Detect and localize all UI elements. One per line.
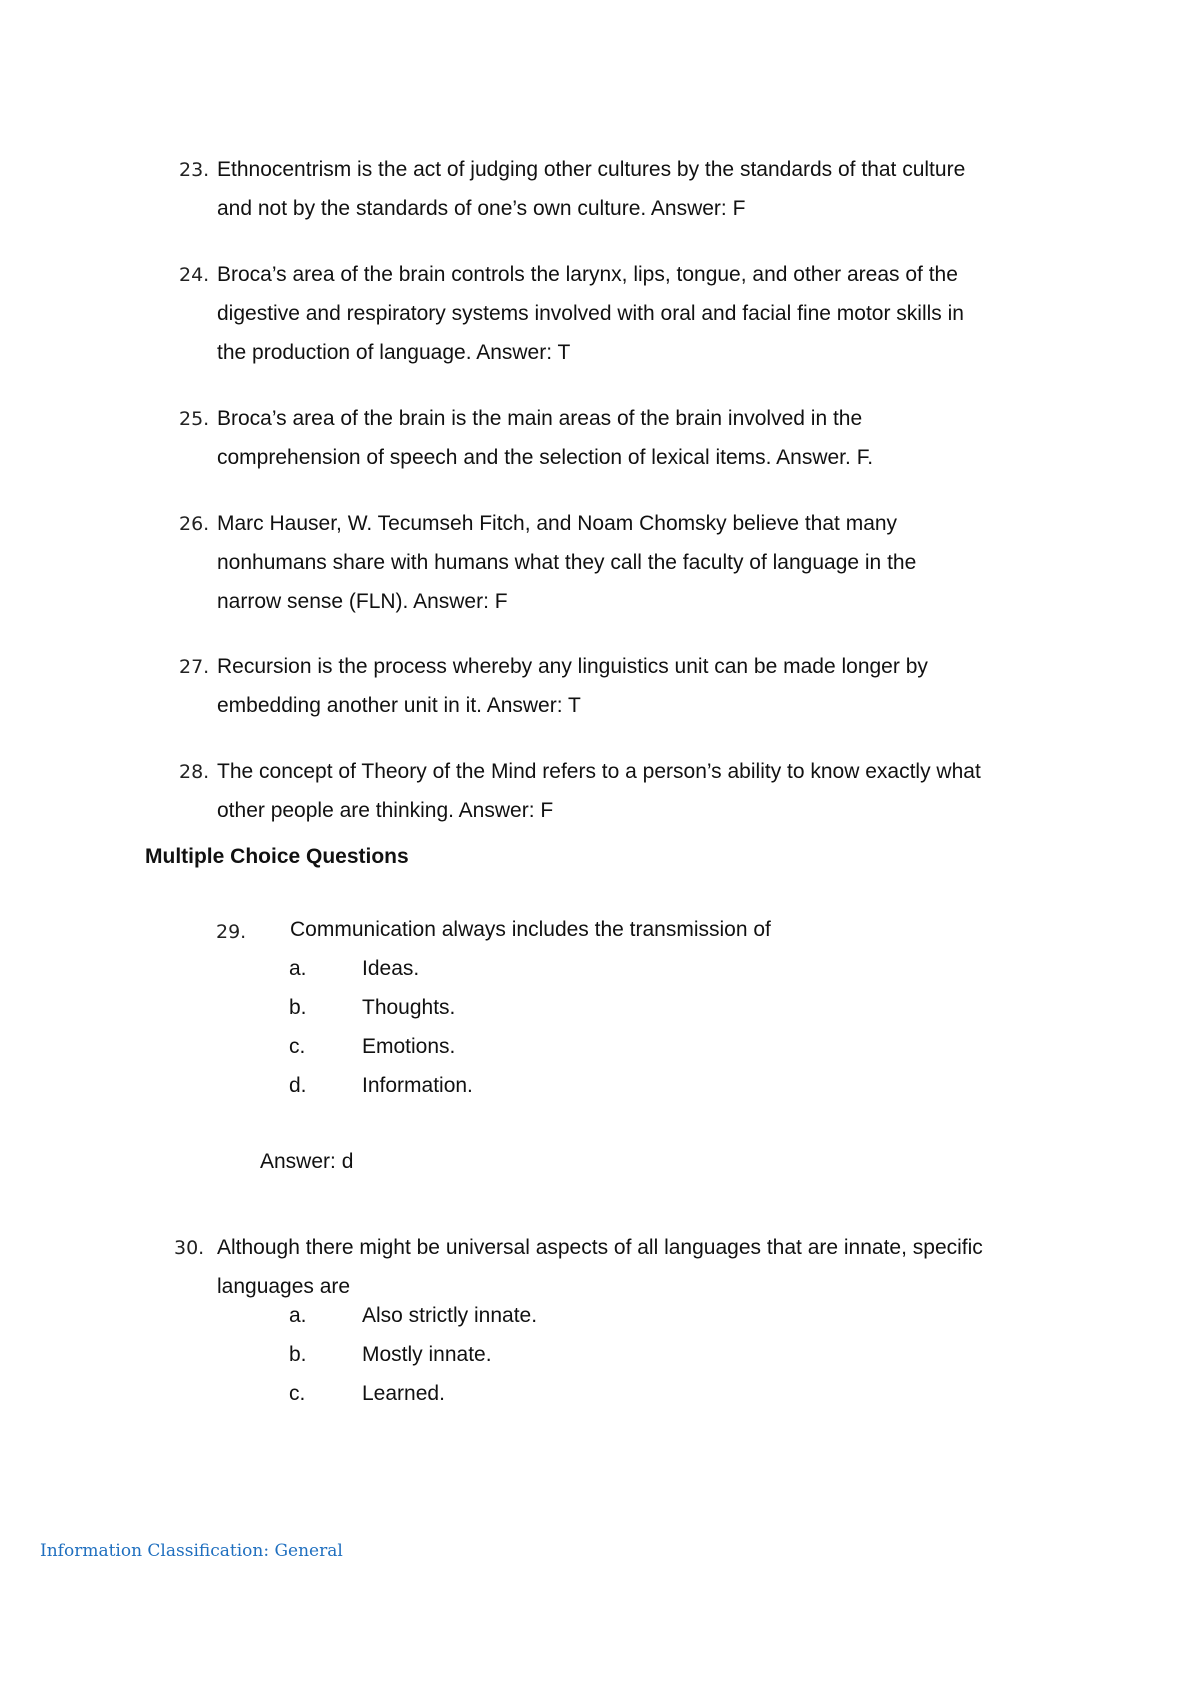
question-text [217,647,1037,725]
option-letter: b. [289,1343,307,1366]
question-29-stem: Communication always includes the transmission of [290,918,771,941]
question-line: Broca’s area of the brain controls the larynx, lips, tongue, and other areas of the [217,263,958,286]
option-text: Mostly innate. [362,1343,492,1366]
question-number: 23. [179,159,210,181]
question-29-number: 29. [216,921,247,943]
question-29-answer: Answer: d [260,1150,354,1173]
question-line: other people are thinking. Answer: F [217,799,554,822]
question-text [217,752,1037,830]
question-line: the production of language. Answer: T [217,341,571,364]
question-number: 25. [179,408,210,430]
question-text [217,399,1037,477]
question-text [217,504,1037,621]
question-line: Broca’s area of the brain is the main areas of the brain involved in the [217,407,863,430]
question-line: and not by the standards of one’s own culture. Answer: F [217,197,746,220]
option-letter: c. [289,1035,306,1058]
option-text: Ideas. [362,957,420,980]
classification-footer: Information Classification: General [40,1541,343,1561]
question-text [217,150,1037,228]
question-text [217,255,1037,372]
question-line: Although there might be universal aspects of all languages that are innate, specific [217,1236,983,1259]
question-number: 28. [179,761,210,783]
option-letter: b. [289,996,307,1019]
question-text [217,1228,1037,1306]
option-text: Learned. [362,1382,445,1405]
question-line: comprehension of speech and the selection of lexical items. Answer. F. [217,446,874,469]
question-number: 26. [179,513,210,535]
option-letter: d. [289,1074,307,1097]
question-line: Marc Hauser, W. Tecumseh Fitch, and Noam Chomsky believe that many [217,512,898,535]
option-letter: c. [289,1382,306,1405]
option-text: Thoughts. [362,996,456,1019]
question-line: embedding another unit in it. Answer: T [217,694,581,717]
option-text: Emotions. [362,1035,456,1058]
option-letter: a. [289,1304,307,1327]
question-line: Recursion is the process whereby any linguistics unit can be made longer by [217,655,928,678]
question-line: The concept of Theory of the Mind refers to a person’s ability to know exactly what [217,760,981,783]
question-number: 24. [179,264,210,286]
question-number: 30. [174,1237,205,1259]
option-letter: a. [289,957,307,980]
question-line: nonhumans share with humans what they call the faculty of language in the [217,551,917,574]
question-line: languages are [217,1275,351,1298]
question-line: digestive and respiratory systems involved with oral and facial fine motor skills in [217,302,964,325]
option-text: Information. [362,1074,473,1097]
question-line: Ethnocentrism is the act of judging other cultures by the standards of that culture [217,158,966,181]
option-text: Also strictly innate. [362,1304,538,1327]
section-heading: Multiple Choice Questions [145,845,409,868]
question-line: narrow sense (FLN). Answer: F [217,590,508,613]
question-number: 27. [179,656,210,678]
